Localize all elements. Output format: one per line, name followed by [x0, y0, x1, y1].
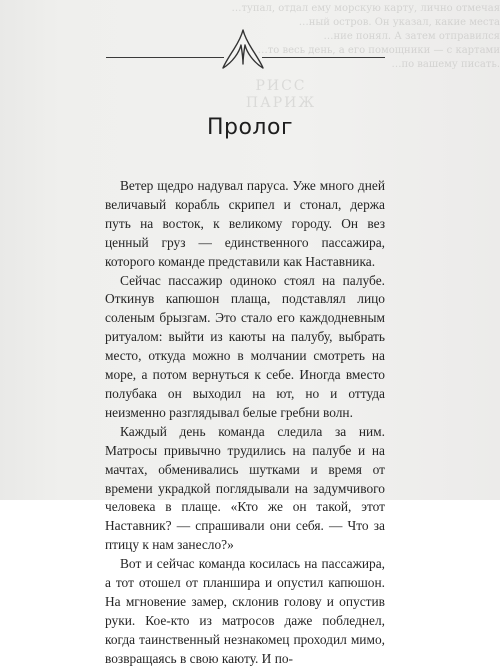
paragraph: Вот и сейчас команда косилась на пассажира, а тот отошел от планшира и опустил капюшон. На мгновение замер, склонив голову и опустив руки. Кое-кто из матросов даже побледнел, когда таинственный незнакомец проходил мимо, возвращаясь в свою каюту. И по- — [105, 556, 385, 666]
chapter-title: Пролог — [206, 115, 294, 140]
ghost-title-line: РИСС — [255, 78, 307, 94]
bleed-line: …ный остров. Он указал, какие места — [298, 17, 500, 28]
paragraph: Каждый день команда следила за ним. Матросы привычно трудились на палубе и на мачтах, обменивались шутками и время от времени украдкой поглядывали на задумчивого человека в плаще. «Кто же он такой, этот Наставник? — спрашивали они себя. — Что за птицу к нам занесло?» — [105, 423, 385, 553]
previous-page-bleed-through — [120, 2, 500, 72]
paragraph: Сейчас пассажир одиноко стоял на палубе. Откинув капюшон плаща, подставлял лицо соленым брызгам. Это стало его каждодневным ритуалом: выйти из каюты на палубу, выбрать место, откуда можно в молчании смотреть на море, а потом вернуться к себе. Иногда вместо полубака он выходил на ют, но и оттуда неизменно разглядывал белые гребни волн. — [105, 272, 385, 420]
ghost-title-bleed-through — [236, 78, 326, 112]
paragraph: Ветер щедро надувал паруса. Уже много дней величавый корабль скрипел и стонал, держа путь на восток, к великому городу. Он вез ценный груз — единственного пассажира, которого команде представили как Наставника. — [105, 178, 385, 269]
header-rule-right — [262, 57, 385, 58]
assassin-insignia-icon — [222, 28, 264, 72]
ghost-title-line: ПАРИЖ — [245, 95, 317, 111]
bleed-line: …тупал, отдал ему морскую карту, лично отмечая — [231, 3, 500, 14]
bleed-line: …по вашему писать. — [391, 59, 500, 70]
bleed-line: …то весь день, а его помощники — с картами — [257, 45, 500, 56]
header-rule-left — [106, 57, 224, 58]
bleed-line: …ние понял. А затем отправился — [323, 31, 500, 42]
chapter-body — [105, 177, 385, 669]
